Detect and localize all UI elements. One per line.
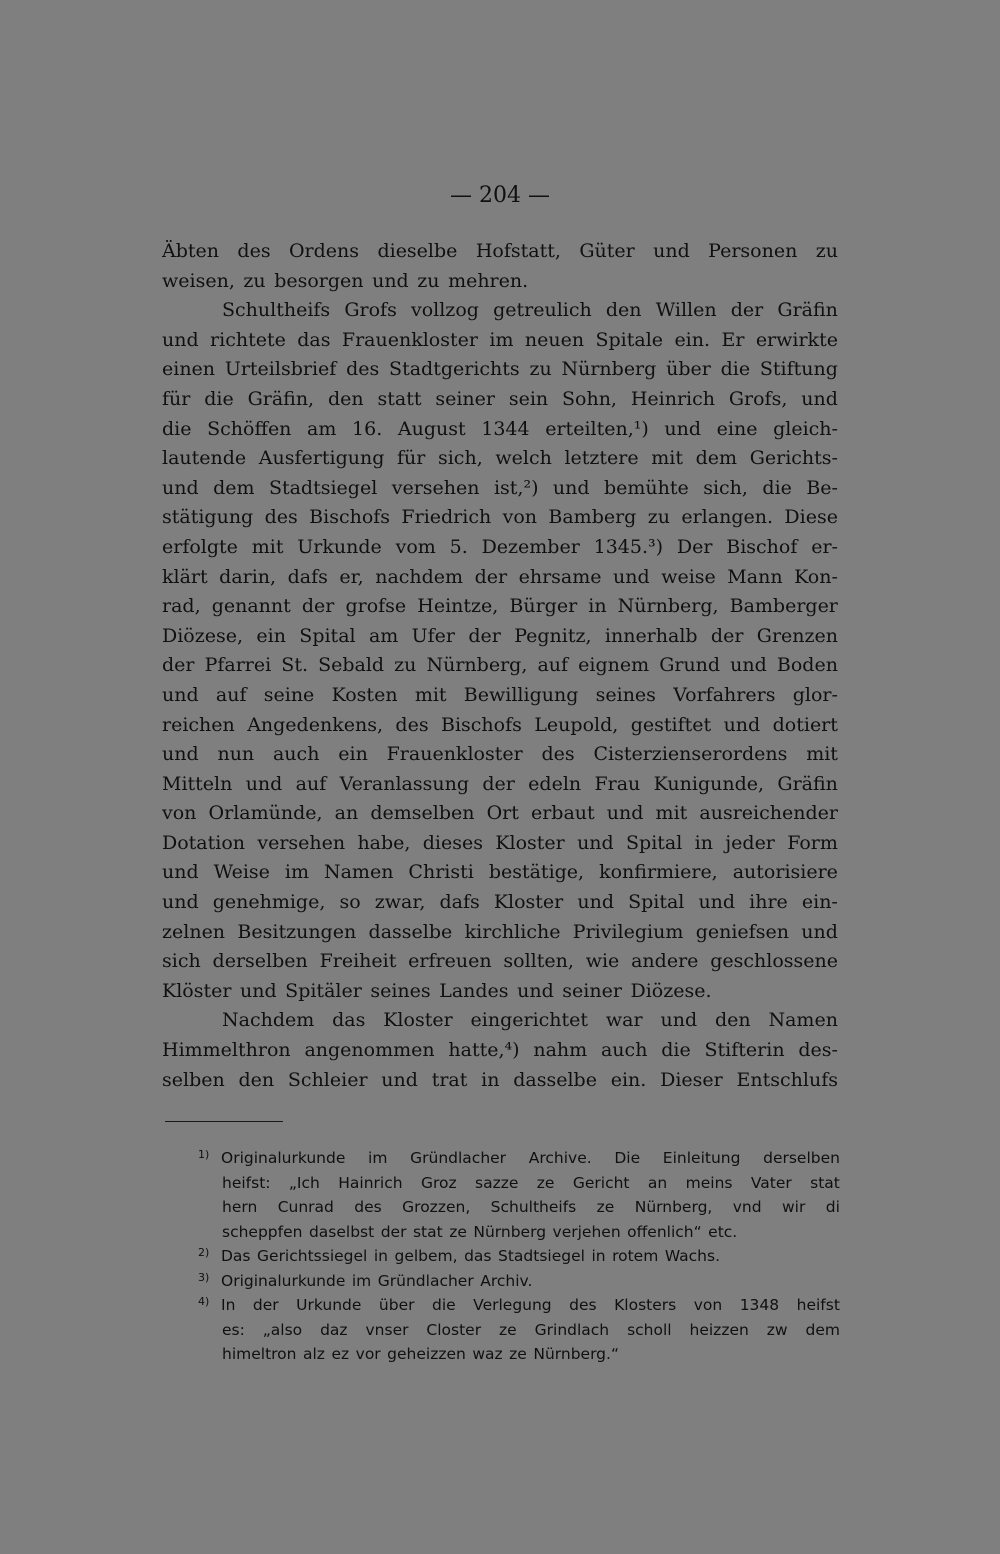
text-line: selben den Schleier und trat in dasselbe ein. Dieser Entschlufs	[162, 1068, 838, 1091]
text-line: stätigung des Bischofs Friedrich von Bamberg zu erlangen. Diese	[162, 506, 838, 529]
footnote-line: 4) In der Urkunde über die Verlegung des Klosters von 1348 heifst	[198, 1295, 840, 1314]
text-line: Dotation versehen habe, dieses Kloster und Spital in jeder Form	[162, 831, 838, 854]
body-text	[162, 237, 838, 1095]
text-line: Schultheifs Grofs vollzog getreulich den Willen der Gräfin	[222, 299, 838, 322]
text-line: die Schöffen am 16. August 1344 erteilten,¹) und eine gleich-	[162, 417, 838, 440]
footnote-line: 1) Originalurkunde im Gründlacher Archive. Die Einleitung derselben	[198, 1148, 840, 1167]
text-line: einen Urteilsbrief des Stadtgerichts zu Nürnberg über die Stiftung	[162, 358, 838, 381]
footnote-line: 2) Das Gerichtssiegel in gelbem, das Stadtsiegel in rotem Wachs.	[198, 1246, 720, 1265]
footnote-line: es: „also daz vnser Closter ze Grindlach scholl heizzen zw dem	[222, 1320, 840, 1339]
footnote-line: 3) Originalurkunde im Gründlacher Archiv.	[198, 1270, 533, 1290]
text-line: Mitteln und auf Veranlassung der edeln Frau Kunigunde, Gräfin	[162, 772, 838, 795]
text-line: und richtete das Frauenkloster im neuen Spitale ein. Er erwirkte	[162, 328, 838, 351]
text-line: reichen Angedenkens, des Bischofs Leupold, gestiftet und dotiert	[162, 713, 838, 736]
text-line: rad, genannt der grofse Heintze, Bürger in Nürnberg, Bamberger	[162, 595, 838, 618]
footnotes	[162, 1146, 840, 1367]
footnote-line: heifst: „Ich Hainrich Groz sazze ze Gericht an meins Vater stat	[222, 1173, 840, 1192]
footnote-mark: 2)	[198, 1246, 210, 1259]
text-line: klärt darin, dafs er, nachdem der ehrsame und weise Mann Kon-	[162, 565, 838, 588]
text-line: zelnen Besitzungen dasselbe kirchliche Privilegium geniefsen und	[162, 920, 838, 943]
text-line: Himmelthron angenommen hatte,⁴) nahm auch die Stifterin des-	[162, 1039, 838, 1062]
text-line: und auf seine Kosten mit Bewilligung seines Vorfahrers glor-	[162, 683, 838, 706]
footnote-mark: 3)	[198, 1270, 210, 1284]
footnote-mark: 4)	[198, 1295, 210, 1308]
footnote-line: scheppfen daselbst der stat ze Nürnberg verjehen offenlich“ etc.	[222, 1222, 738, 1241]
text-line: Nachdem das Kloster eingerichtet war und den Namen	[222, 1009, 838, 1032]
footnote-line: himeltron alz ez vor geheizzen waz ze Nürnberg.“	[222, 1345, 619, 1363]
text-line: lautende Ausfertigung für sich, welch letztere mit dem Gerichts-	[162, 447, 838, 470]
text-line: und nun auch ein Frauenkloster des Cisterzienserordens mit	[162, 743, 838, 766]
text-line: erfolgte mit Urkunde vom 5. Dezember 1345.³) Der Bischof er-	[162, 535, 838, 558]
text-line: Diözese, ein Spital am Ufer der Pegnitz, innerhalb der Grenzen	[162, 624, 838, 647]
text-line: und genehmige, so zwar, dafs Kloster und Spital und ihre ein-	[162, 891, 838, 914]
text-line: weisen, zu besorgen und zu mehren.	[162, 269, 529, 292]
text-line: der Pfarrei St. Sebald zu Nürnberg, auf eignem Grund und Boden	[162, 654, 838, 677]
text-line: für die Gräfin, den statt seiner sein Sohn, Heinrich Grofs, und	[162, 387, 838, 410]
text-line: von Orlamünde, an demselben Ort erbaut und mit ausreichender	[162, 802, 838, 825]
text-line: sich derselben Freiheit erfreuen sollten, wie andere geschlossene	[162, 950, 838, 973]
text-line: und Weise im Namen Christi bestätige, konfirmiere, autorisiere	[162, 861, 838, 884]
text-line: Klöster und Spitäler seines Landes und seiner Diözese.	[162, 979, 712, 1002]
text-line: und dem Stadtsiegel versehen ist,²) und bemühte sich, die Be-	[162, 476, 838, 499]
footnote-line: hern Cunrad des Grozzen, Schultheifs ze Nürnberg, vnd wir di	[222, 1198, 840, 1216]
footnote-mark: 1)	[198, 1148, 210, 1161]
footnote-divider	[165, 1121, 283, 1122]
text-line: Äbten des Ordens dieselbe Hofstatt, Güter und Personen zu	[162, 240, 838, 262]
page-number: — 204 —	[450, 183, 550, 208]
